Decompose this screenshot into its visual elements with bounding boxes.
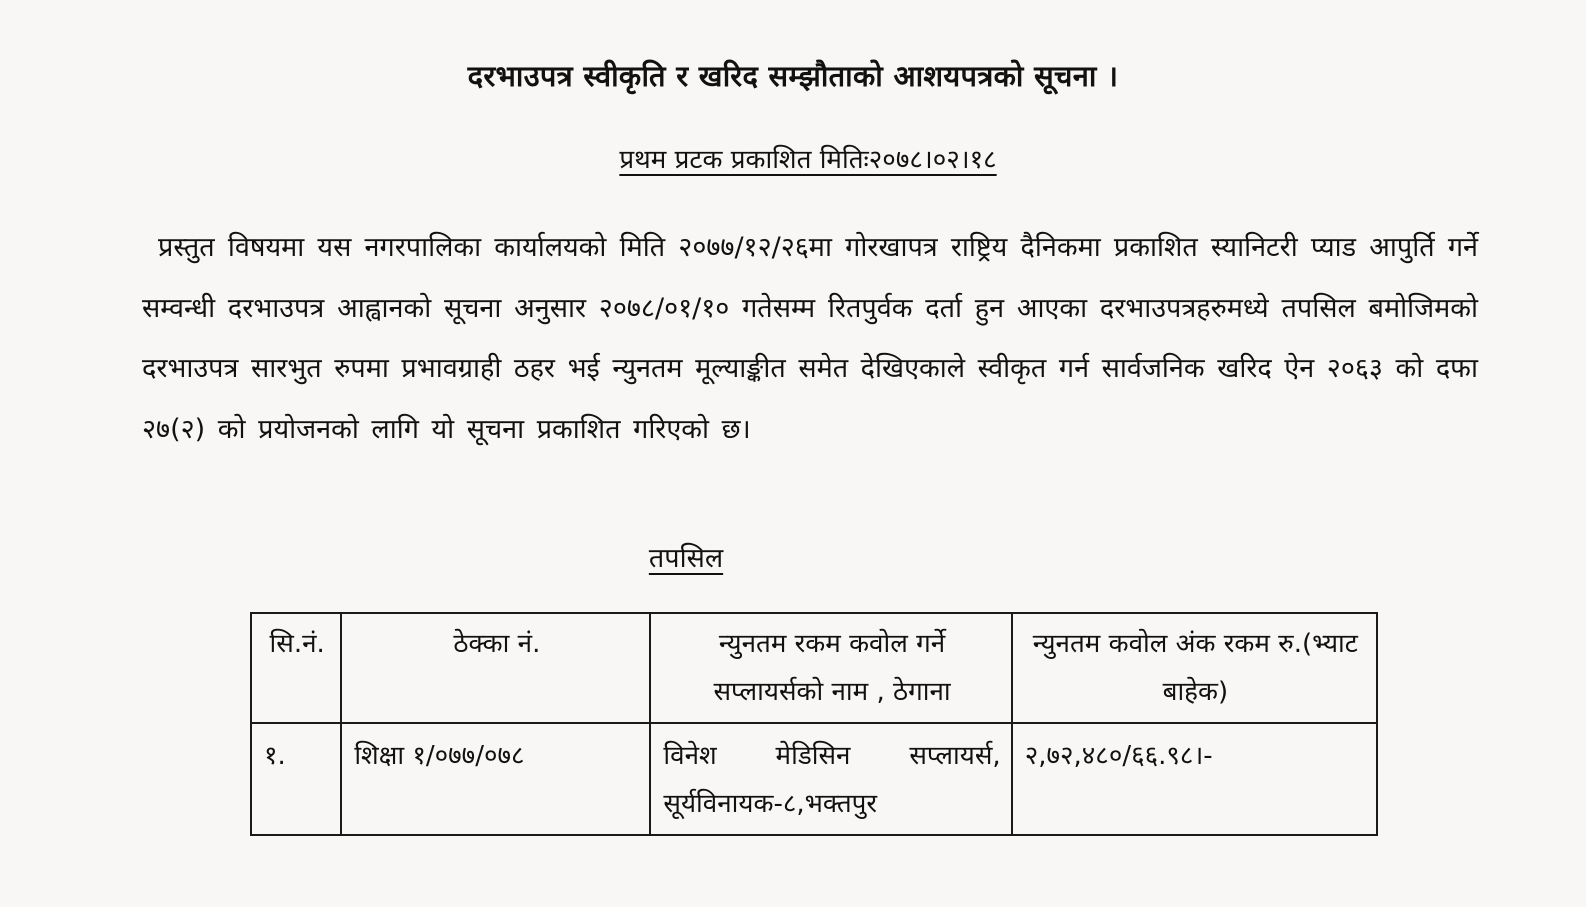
cell-supplier: विनेश मेडिसिन सप्लायर्स, सूर्यविनायक-८,भक्तपुर — [650, 723, 1011, 835]
bid-results-table — [250, 612, 1378, 836]
notice-body: प्रस्तुत विषयमा यस नगरपालिका कार्यालयको मिति २०७७/१२/२६मा गोरखापत्र राष्ट्रिय दैनिकमा प्रकाशित स्यानिटरी प्याड आपुर्ति गर्ने सम्वन्धी दरभाउपत्र आह्वानको सूचना अनुसार २०७८/०१/१० गतेसम्म रितपुर्वक दर्ता हुन आएका दरभाउपत्रहरुमध्ये तपसिल बमोजिमको दरभाउपत्र सारभुत रुपमा प्रभावग्राही ठहर भई न्युनतम मूल्याङ्कीत समेत देखिएकाले स्वीकृत गर्न सार्वजनिक खरिद ऐन २०६३ को दफा २७(२) को प्रयोजनको लागि यो सूचना प्रकाशित गरिएको छ। — [142, 232, 1478, 445]
details-heading — [0, 538, 1372, 575]
cell-contract-no: शिक्षा १/०७७/०७८ — [341, 723, 650, 835]
header-supplier: न्युनतम रकम कवोल गर्ने सप्लायर्सको नाम , ठेगाना — [650, 613, 1011, 723]
first-published-text: प्रथम प्रटक प्रकाशित मितिः२०७८।०२।१८ — [619, 145, 997, 175]
header-amount: न्युनतम कवोल अंक रकम रु.(भ्याट बाहेक) — [1012, 613, 1377, 723]
notice-title: दरभाउपत्र स्वीकृति र खरिद सम्झौताको आशयपत्रको सूचना । — [467, 59, 1119, 93]
first-published-date — [0, 140, 1586, 176]
header-serial: सि.नं. — [251, 613, 341, 723]
header-contract-no: ठेक्का नं. — [341, 613, 650, 723]
cell-serial: १. — [251, 723, 341, 835]
cell-amount: २,७२,४८०/६६.९८।- — [1012, 723, 1377, 835]
table-row — [251, 723, 1377, 835]
table-header-row — [251, 613, 1377, 723]
details-heading-text: तपसिल — [648, 543, 724, 574]
